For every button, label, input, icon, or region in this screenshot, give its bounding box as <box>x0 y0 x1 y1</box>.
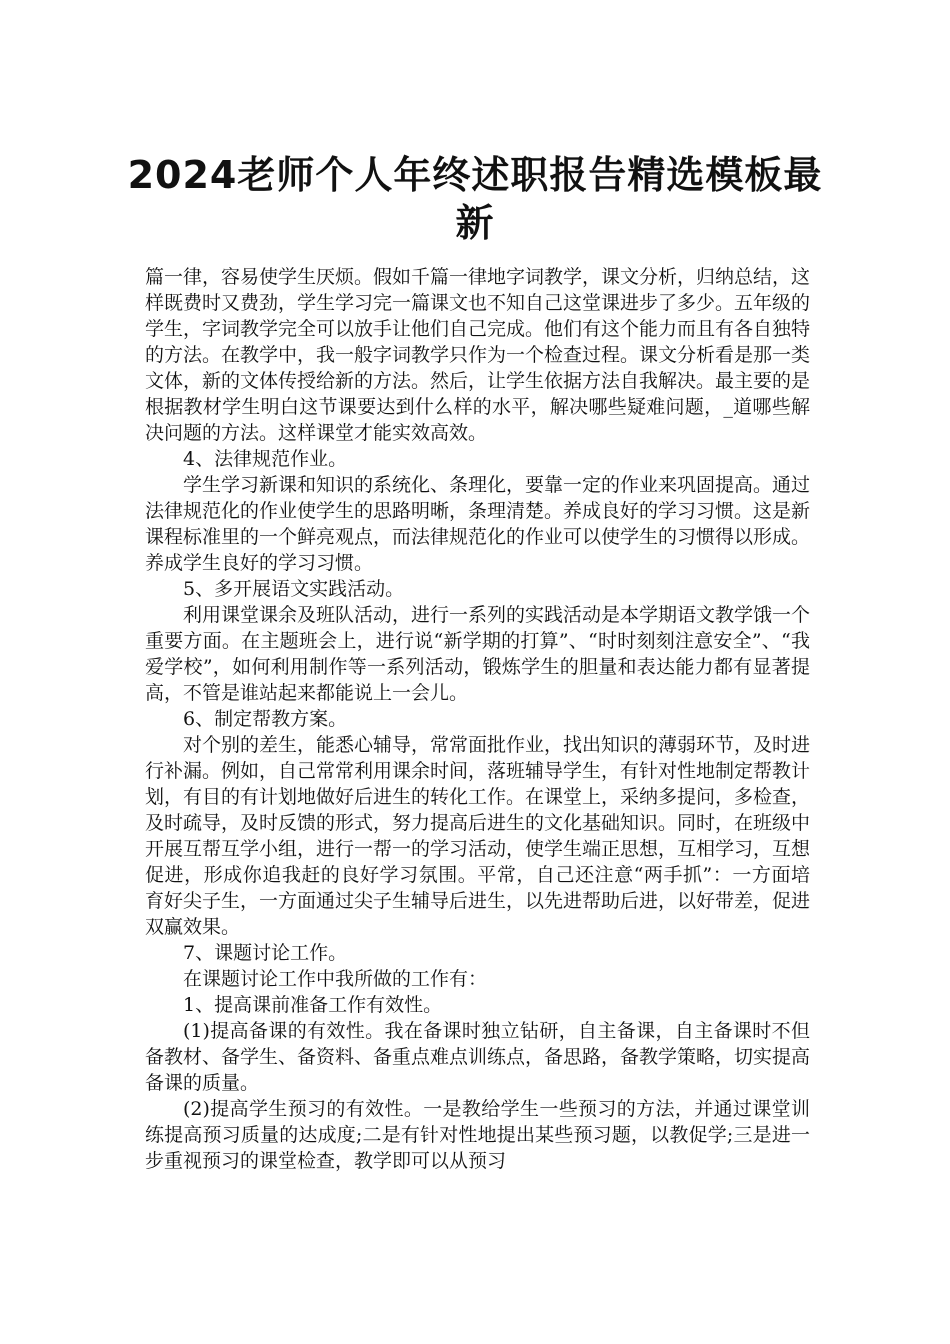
section-heading: 5、多开展语文实践活动。 <box>183 578 405 600</box>
paragraph: 利用课堂课余及班队活动，进行一系列的实践活动是本学期语文教学饿一个重要方面。在主题班会上，进行说“新学期的打算”、“时时刻刻注意安全”、“我爱学校”，如何利用制作等一系列活动，锻炼学生的胆量和表达能力都有显著提高，不管是谁站起来都能说上一会儿。 <box>145 604 811 704</box>
paragraph: 在课题讨论工作中我所做的工作有： <box>183 968 488 990</box>
section-heading: 1、提高课前准备工作有效性。 <box>183 994 443 1016</box>
document-title: 2024老师个人年终述职报告精选模板最新 <box>127 153 823 246</box>
document-body <box>145 264 810 1174</box>
paragraph: 学生学习新课和知识的系统化、条理化，要靠一定的作业来巩固提高。通过法律规范化的作业使学生的思路明晰，条理清楚。养成良好的学习习惯。这是新课程标准里的一个鲜亮观点，而法律规范化的作业可以使学生的习惯得以形成。养成学生良好的学习习惯。 <box>145 474 811 574</box>
section-heading: 4、法律规范作业。 <box>183 448 348 470</box>
paragraph: (2)提高学生预习的有效性。一是教给学生一些预习的方法，并通过课堂训练提高预习质量的达成度;二是有针对性地提出某些预习题，以教促学;三是进一步重视预习的课堂检查，教学即可以从预习 <box>145 1098 810 1172</box>
paragraph: (1)提高备课的有效性。我在备课时独立钻研，自主备课，自主备课时不但备教材、备学生、备资料、备重点难点训练点，备思路，备教学策略，切实提高备课的质量。 <box>145 1020 811 1094</box>
paragraph: 对个别的差生，能悉心辅导，常常面批作业，找出知识的薄弱环节，及时进行补漏。例如，自己常常利用课余时间，落班辅导学生，有针对性地制定帮教计划，有目的有计划地做好后进生的转化工作。在课堂上，采纳多提问，多检查，及时疏导，及时反馈的形式，努力提高后进生的文化基础知识。同时，在班级中开展互帮互学小组，进行一帮一的学习活动，使学生端正思想，互相学习，互想促进，形成你追我赶的良好学习氛围。平常，自己还注意“两手抓”：一方面培育好尖子生，一方面通过尖子生辅导后进生，以先进帮助后进，以好带差，促进双赢效果。 <box>145 734 811 938</box>
section-heading: 7、课题讨论工作。 <box>183 942 348 964</box>
paragraph: 篇一律，容易使学生厌烦。假如千篇一律地字词教学，课文分析，归纳总结，这样既费时又费劲，学生学习完一篇课文也不知自己这堂课进步了多少。五年级的学生，字词教学完全可以放手让他们自己完成。他们有这个能力而且有各自独特的方法。在教学中，我一般字词教学只作为一个检查过程。课文分析看是那一类文体，新的文体传授给新的方法。然后，让学生依据方法自我解决。最主要的是根据教材学生明白这节课要达到什么样的水平，解决哪些疑难问题，_道哪些解决问题的方法。这样课堂才能实效高效。 <box>145 266 811 444</box>
section-heading: 6、制定帮教方案。 <box>183 708 348 730</box>
